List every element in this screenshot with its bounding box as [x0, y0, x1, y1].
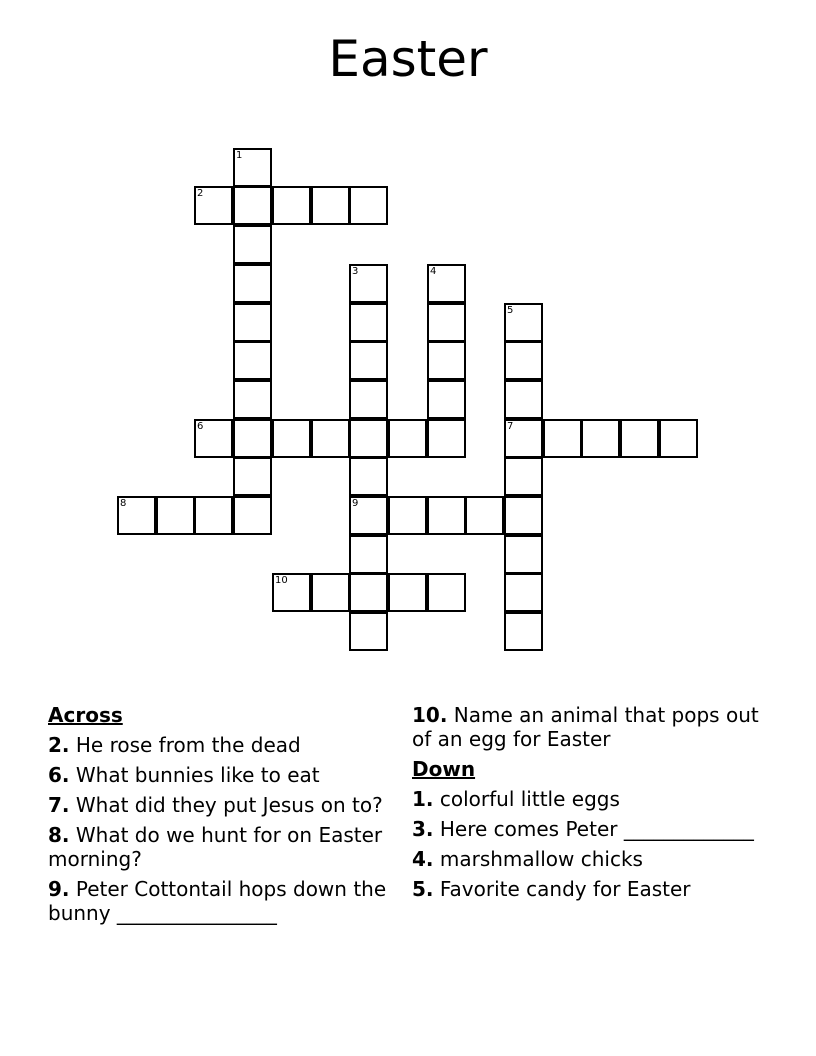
clue-item [48, 877, 388, 925]
crossword-cell[interactable] [233, 186, 272, 225]
crossword-cell[interactable] [311, 573, 350, 612]
crossword-cell[interactable] [427, 573, 466, 612]
crossword-cell[interactable] [388, 419, 427, 458]
clue-item [412, 877, 762, 901]
crossword-cell[interactable] [504, 496, 543, 535]
crossword-cell[interactable] [311, 186, 350, 225]
clue-number: 1 [236, 150, 243, 161]
crossword-cell[interactable] [349, 457, 388, 496]
crossword-cell[interactable] [272, 419, 311, 458]
crossword-cell[interactable] [349, 573, 388, 612]
crossword-cell[interactable] [504, 341, 543, 380]
crossword-cell[interactable] [427, 303, 466, 342]
crossword-cell[interactable] [194, 496, 233, 535]
crossword-cell[interactable] [233, 341, 272, 380]
crossword-cell[interactable] [233, 380, 272, 419]
crossword-cell[interactable] [581, 419, 620, 458]
clue-text: He rose from the dead [69, 733, 301, 757]
crossword-cell[interactable] [427, 496, 466, 535]
clue-number: 6. [48, 763, 70, 787]
crossword-cell[interactable] [504, 303, 543, 342]
crossword-cell[interactable] [465, 496, 504, 535]
clue-text: What bunnies like to eat [69, 763, 320, 787]
clue-item [48, 763, 388, 787]
clue-number: 10 [275, 575, 288, 586]
clue-number: 6 [197, 421, 204, 432]
crossword-cell[interactable] [427, 264, 466, 303]
clue-text: Favorite candy for Easter [433, 877, 691, 901]
clue-item [412, 817, 762, 841]
crossword-cell[interactable] [427, 419, 466, 458]
across-clue-list [48, 733, 388, 925]
clue-text: Peter Cottontail hops down the bunny ________________ [48, 877, 387, 925]
clue-item [412, 847, 762, 871]
clue-number: 7 [507, 421, 514, 432]
clue-item [48, 823, 388, 871]
crossword-cell[interactable] [311, 419, 350, 458]
crossword-cell[interactable] [233, 225, 272, 264]
crossword-cell[interactable] [233, 148, 272, 187]
clue-number: 8 [120, 498, 127, 509]
crossword-cell[interactable] [349, 419, 388, 458]
crossword-cell[interactable] [504, 380, 543, 419]
clue-item [412, 787, 762, 811]
clue-item [412, 703, 762, 751]
crossword-cell[interactable] [233, 419, 272, 458]
crossword-cell[interactable] [272, 186, 311, 225]
crossword-cell[interactable] [349, 612, 388, 651]
crossword-cell[interactable] [349, 264, 388, 303]
across-clue-list-continued [412, 703, 762, 751]
clue-number: 3 [352, 266, 359, 277]
crossword-cell[interactable] [272, 573, 311, 612]
clue-number: 9. [48, 877, 70, 901]
clue-number: 5. [412, 877, 434, 901]
crossword-cell[interactable] [194, 419, 233, 458]
clues-column-left [48, 703, 388, 931]
clue-item [48, 793, 388, 817]
crossword-cell[interactable] [156, 496, 195, 535]
clue-text: marshmallow chicks [433, 847, 643, 871]
crossword-cell[interactable] [504, 535, 543, 574]
crossword-cell[interactable] [349, 303, 388, 342]
down-heading: Down [412, 757, 476, 781]
clue-number: 2 [197, 188, 204, 199]
crossword-cell[interactable] [349, 380, 388, 419]
clue-number: 4 [430, 266, 437, 277]
crossword-cell[interactable] [349, 496, 388, 535]
crossword-cell[interactable] [349, 341, 388, 380]
crossword-cell[interactable] [427, 380, 466, 419]
page-title: Easter [328, 30, 488, 88]
clue-number: 3. [412, 817, 434, 841]
crossword-cell[interactable] [349, 186, 388, 225]
clue-number: 10. [412, 703, 448, 727]
clue-number: 4. [412, 847, 434, 871]
crossword-cell[interactable] [233, 303, 272, 342]
crossword-cell[interactable] [117, 496, 156, 535]
clue-number: 7. [48, 793, 70, 817]
clue-number: 9 [352, 498, 359, 509]
crossword-cell[interactable] [233, 496, 272, 535]
clues-column-right [412, 703, 762, 907]
crossword-cell[interactable] [504, 612, 543, 651]
clue-text: Here comes Peter _____________ [433, 817, 754, 841]
clue-text: colorful little eggs [433, 787, 620, 811]
crossword-cell[interactable] [388, 496, 427, 535]
crossword-cell[interactable] [620, 419, 659, 458]
crossword-cell[interactable] [504, 457, 543, 496]
crossword-cell[interactable] [504, 419, 543, 458]
across-heading: Across [48, 703, 123, 727]
crossword-cell[interactable] [233, 264, 272, 303]
clue-number: 2. [48, 733, 70, 757]
crossword-cell[interactable] [427, 341, 466, 380]
crossword-cell[interactable] [543, 419, 582, 458]
crossword-cell[interactable] [194, 186, 233, 225]
crossword-cell[interactable] [388, 573, 427, 612]
clue-number: 8. [48, 823, 70, 847]
clue-item [48, 733, 388, 757]
clue-number: 1. [412, 787, 434, 811]
crossword-cell[interactable] [504, 573, 543, 612]
crossword-cell[interactable] [233, 457, 272, 496]
crossword-cell[interactable] [349, 535, 388, 574]
crossword-cell[interactable] [659, 419, 698, 458]
clue-text: What do we hunt for on Easter morning? [48, 823, 383, 871]
clue-text: Name an animal that pops out of an egg for Easter [412, 703, 759, 751]
clue-text: What did they put Jesus on to? [69, 793, 383, 817]
down-clue-list [412, 787, 762, 901]
clue-number: 5 [507, 305, 514, 316]
